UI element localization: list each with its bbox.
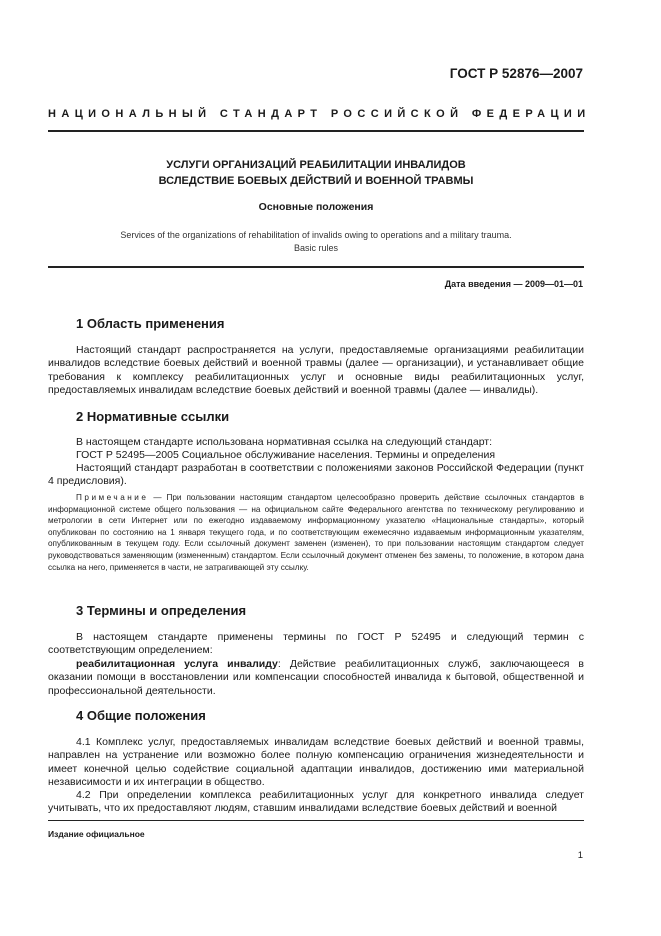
section-2-reference: ГОСТ Р 52495—2005 Социальное обслуживание населения. Термины и определения — [76, 449, 496, 461]
footer-divider — [48, 820, 584, 821]
section-1-paragraph: Настоящий стандарт распространяется на услуги, предоставляемые организациями реабилитации инвалидов вследствие боевых действий и военной травмы (далее — организации), и устанавливает общие требования к комплексу реабилитационных услуг и основные виды реабилитационных услуг, предоставляемых инвалидам вследствие боевых действий и военной травмы (далее — инвалиды). — [48, 344, 584, 397]
english-title — [48, 229, 584, 255]
national-standard-banner: НАЦИОНАЛЬНЫЙ СТАНДАРТ РОССИЙСКОЙ ФЕДЕРАЦИИ — [48, 108, 591, 120]
section-2-paragraph-2: Настоящий стандарт разработан в соответствии с положениями законов Российской Федерации (пункт 4 предисловия). — [48, 462, 584, 488]
edition-label: Издание официальное — [48, 829, 145, 839]
introduction-date: Дата введения — 2009—01—01 — [444, 279, 583, 289]
section-3-paragraph: В настоящем стандарте применены термины по ГОСТ Р 52495 и следующий термин с соответствующим определением: — [48, 631, 584, 657]
divider — [48, 130, 584, 132]
section-4-paragraph-2: 4.2 При определении комплекса реабилитационных услуг для конкретного инвалида следует учитывать, что их предоставляют людям, ставшим инвалидами вследствие боевых действий и военной — [48, 789, 584, 815]
section-2-heading: 2 Нормативные ссылки — [76, 409, 230, 424]
document-number: ГОСТ Р 52876—2007 — [449, 66, 583, 81]
section-2-paragraph-1: В настоящем стандарте использована нормативная ссылка на следующий стандарт: — [76, 436, 493, 448]
document-title — [48, 157, 584, 189]
page-number: 1 — [577, 850, 583, 861]
section-2-note — [48, 492, 584, 573]
defined-term: реабилитационная услуга инвалиду — [76, 658, 278, 670]
section-4-heading: 4 Общие положения — [76, 708, 206, 723]
title-line-2: ВСЛЕДСТВИЕ БОЕВЫХ ДЕЙСТВИЙ И ВОЕННОЙ ТРАВМЫ — [158, 175, 474, 187]
title-line-1: УСЛУГИ ОРГАНИЗАЦИЙ РЕАБИЛИТАЦИИ ИНВАЛИДОВ — [166, 159, 466, 171]
section-3-heading: 3 Термины и определения — [76, 603, 247, 618]
note-label: Примечание — [76, 493, 149, 502]
section-4-paragraph-1: 4.1 Комплекс услуг, предоставляемых инвалидам вследствие боевых действий и военной травмы, направлен на устранение или возможно более полную компенсацию ограничения жизнедеятельности и имеет конечной целью содействие социальной адаптации инвалидов, достижению ими материальной независимости и их интеграции в общество. — [48, 736, 584, 789]
english-title-line-2: Basic rules — [293, 243, 338, 253]
term-definition: : Действие реабилитационных служб, заключающееся в оказании помощи в восстановлении или компенсации способностей инвалида к бытовой, общественной и профессиональной деятельности. — [48, 658, 584, 697]
note-text: — При пользовании настоящим стандартом целесообразно проверить действие ссылочных стандартов в информационной системе общего пользования — на официальном сайте Федерального агентства по техническому регулированию и метрологии в сети Интернет или по ежегодно издаваемому информационному указателю «Национальные стандарты», который опубликован по состоянию на 1 января текущего года, и по соответствующим ежемесячно издаваемым информационным указателям, опубликованным в текущем году. Если ссылочный документ заменен (изменен), то при пользовании настоящим стандартом следует руководствоваться заменяющим (измененным) стандартом. Если ссылочный документ отменен без замены, то положение, в котором дана ссылка на него, применяется в части, не затрагивающей эту ссылку. — [48, 493, 584, 572]
english-title-line-1: Services of the organizations of rehabilitation of invalids owing to operations and a military trauma. — [120, 230, 512, 240]
section-3-definition — [48, 658, 584, 698]
document-subtitle: Основные положения — [258, 201, 374, 213]
section-1-heading: 1 Область применения — [76, 316, 225, 331]
divider — [48, 266, 584, 268]
